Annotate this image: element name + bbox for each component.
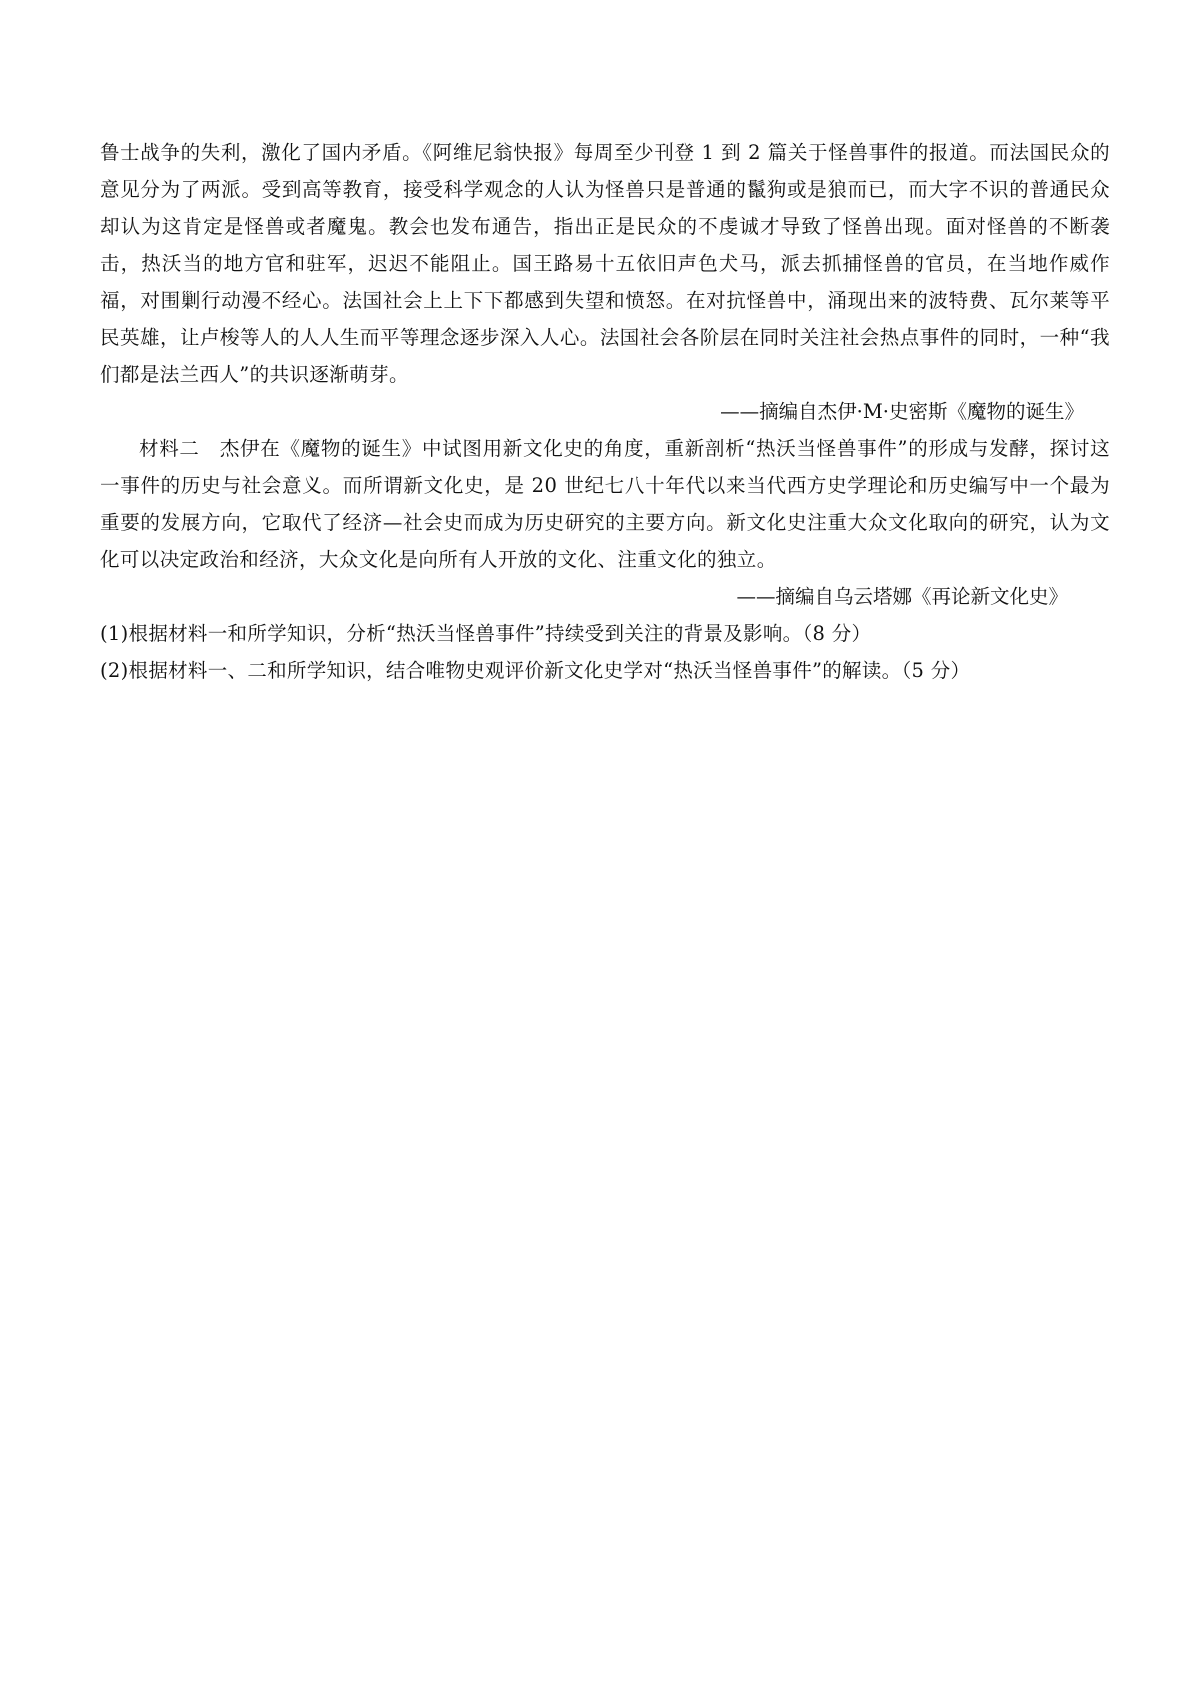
question-1: (1)根据材料一和所学知识，分析“热沃当怪兽事件”持续受到关注的背景及影响。（8 分）: [100, 622, 872, 645]
material-one-body: 鲁士战争的失利，激化了国内矛盾。《阿维尼翁快报》每周至少刊登 1 到 2 篇关于怪兽事件的报道。而法国民众的意见分为了两派。受到高等教育，接受科学观念的人认为怪兽只是普通的鬣狗或是狼而已，而大字不识的普通民众却认为这肯定是怪兽或者魔鬼。教会也发布通告，指出正是民众的不虔诚才导致了怪兽出现。面对怪兽的不断袭击，热沃当的地方官和驻军，迟迟不能阻止。国王路易十五依旧声色犬马，派去抓捕怪兽的官员，在当地作威作福，对围剿行动漫不经心。法国社会上上下下都感到失望和愤怒。在对抗怪兽中，涌现出来的波特费、瓦尔莱等平民英雄，让卢梭等人的人人生而平等理念逐步深入人心。法国社会各阶层在同时关注社会热点事件的同时，一种“我们都是法兰西人”的共识逐渐萌芽。: [100, 141, 1110, 386]
question-2: (2)根据材料一、二和所学知识，结合唯物史观评价新文化史学对“热沃当怪兽事件”的解读。（5 分）: [100, 659, 971, 682]
material-two-source: ——摘编自乌云塔娜《再论新文化史》: [736, 585, 1068, 608]
material-one-source: ——摘编自杰伊·M·史密斯《魔物的诞生》: [720, 400, 1084, 423]
document-page: [100, 134, 1110, 689]
material-two-body: 材料二 杰伊在《魔物的诞生》中试图用新文化史的角度，重新剖析“热沃当怪兽事件”的形成与发酵，探讨这一事件的历史与社会意义。而所谓新文化史，是 20 世纪七八十年代以来当代西方史学理论和历史编写中一个最为重要的发展方向，它取代了经济—社会史而成为历史研究的主要方向。新文化史注重大众文化取向的研究，认为文化可以决定政治和经济，大众文化是向所有人开放的文化、注重文化的独立。: [100, 437, 1110, 571]
